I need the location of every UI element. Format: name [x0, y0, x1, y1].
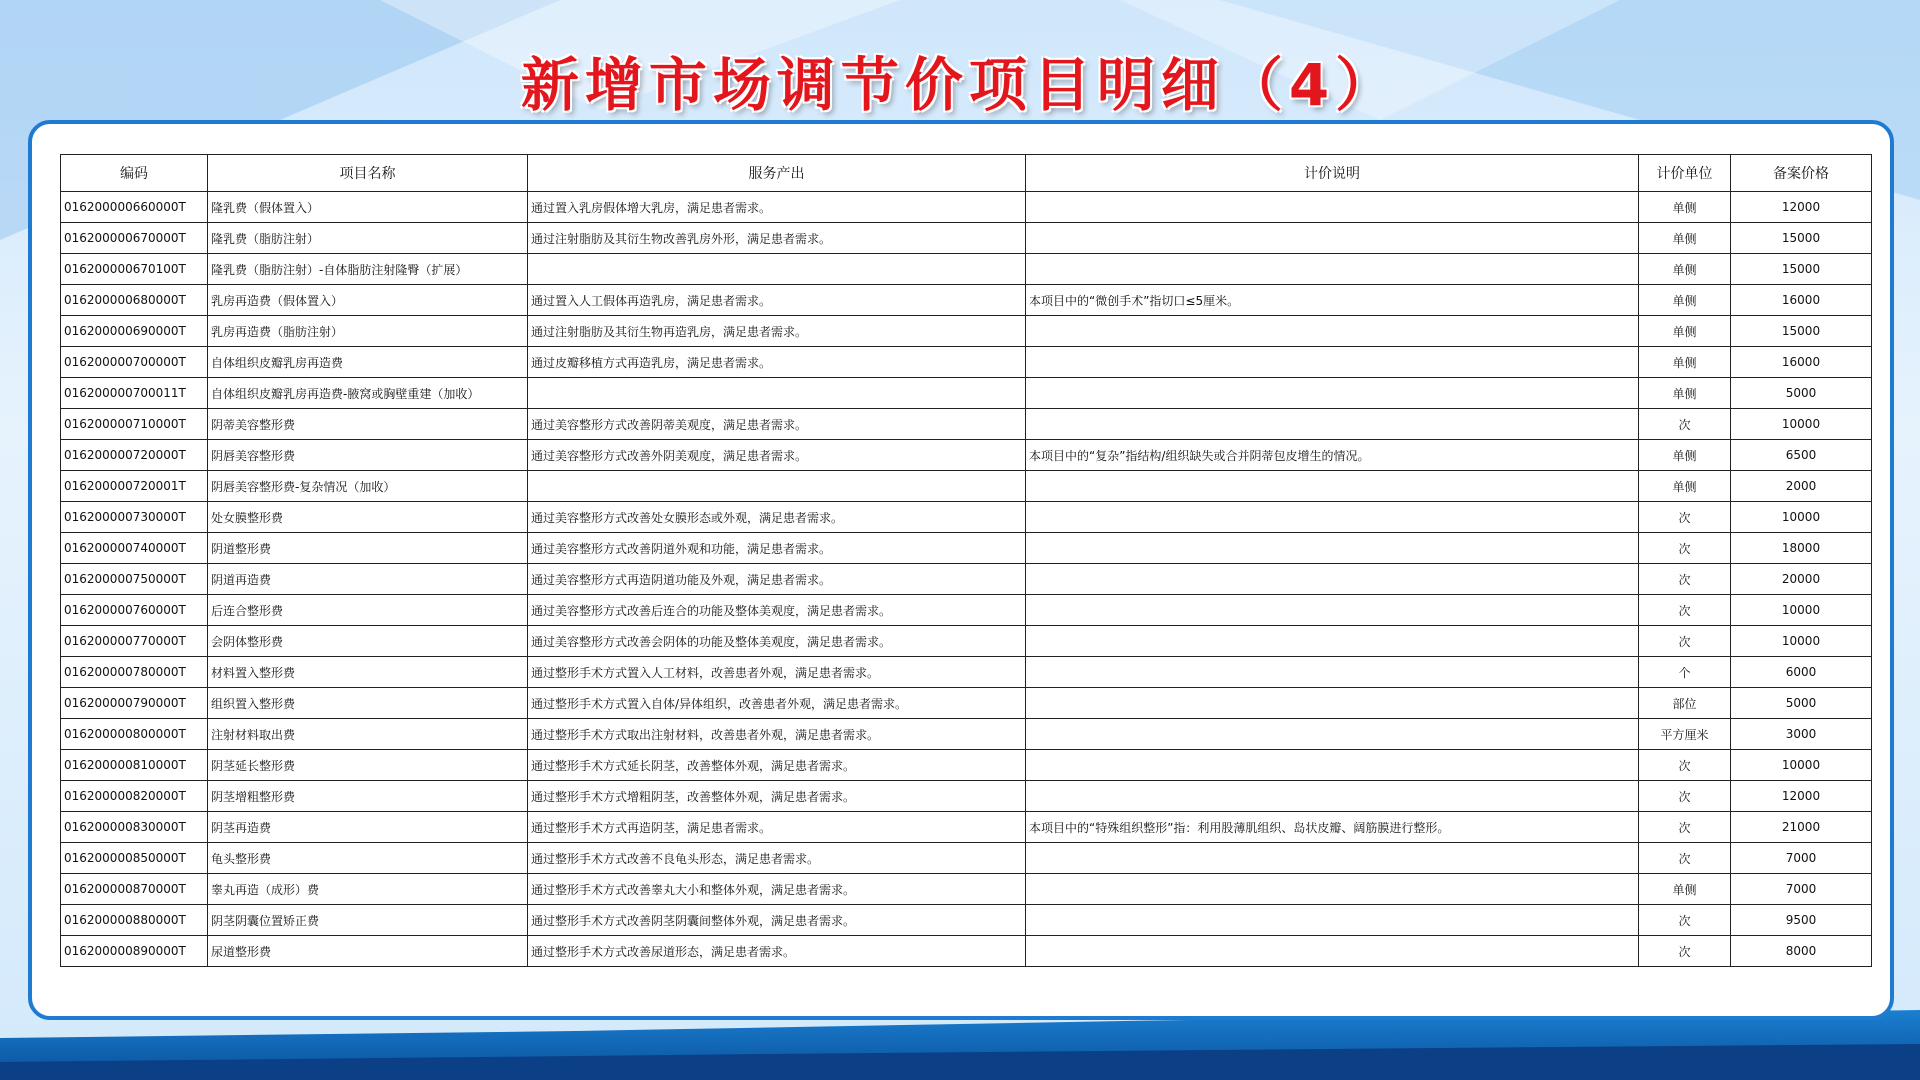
cell-pricing-note [1026, 657, 1639, 688]
cell-unit: 单侧 [1639, 192, 1731, 223]
table-row [61, 223, 1872, 254]
cell-pricing-note: 本项目中的“复杂”指结构/组织缺失或合并阴蒂包皮增生的情况。 [1026, 440, 1639, 471]
cell-pricing-note [1026, 874, 1639, 905]
cell-item-name: 乳房再造费（假体置入） [208, 285, 528, 316]
cell-unit: 单侧 [1639, 347, 1731, 378]
table-row [61, 905, 1872, 936]
table-row [61, 688, 1872, 719]
column-header-price: 备案价格 [1731, 155, 1872, 192]
cell-price: 20000 [1731, 564, 1872, 595]
cell-price: 6000 [1731, 657, 1872, 688]
table-row [61, 254, 1872, 285]
cell-price: 3000 [1731, 719, 1872, 750]
cell-unit: 次 [1639, 502, 1731, 533]
table-row [61, 192, 1872, 223]
cell-item-name: 后连合整形费 [208, 595, 528, 626]
table-row [61, 719, 1872, 750]
column-header-code: 编码 [61, 155, 208, 192]
cell-code: 016200000800000T [61, 719, 208, 750]
cell-unit: 单侧 [1639, 223, 1731, 254]
cell-pricing-note [1026, 347, 1639, 378]
table-row [61, 533, 1872, 564]
cell-code: 016200000700000T [61, 347, 208, 378]
cell-price: 16000 [1731, 347, 1872, 378]
cell-code: 016200000670000T [61, 223, 208, 254]
cell-item-name: 隆乳费（脂肪注射） [208, 223, 528, 254]
cell-code: 016200000670100T [61, 254, 208, 285]
cell-pricing-note [1026, 781, 1639, 812]
cell-pricing-note [1026, 316, 1639, 347]
cell-service-output: 通过美容整形方式改善后连合的功能及整体美观度，满足患者需求。 [528, 595, 1026, 626]
cell-service-output: 通过整形手术方式置入人工材料，改善患者外观，满足患者需求。 [528, 657, 1026, 688]
cell-unit: 次 [1639, 750, 1731, 781]
cell-unit: 部位 [1639, 688, 1731, 719]
cell-price: 16000 [1731, 285, 1872, 316]
cell-pricing-note [1026, 254, 1639, 285]
cell-unit: 次 [1639, 781, 1731, 812]
cell-pricing-note [1026, 595, 1639, 626]
cell-service-output: 通过整形手术方式改善睾丸大小和整体外观，满足患者需求。 [528, 874, 1026, 905]
cell-unit: 次 [1639, 843, 1731, 874]
table-row [61, 564, 1872, 595]
cell-item-name: 阴茎延长整形费 [208, 750, 528, 781]
cell-pricing-note [1026, 905, 1639, 936]
cell-pricing-note [1026, 533, 1639, 564]
cell-unit: 次 [1639, 564, 1731, 595]
cell-code: 016200000810000T [61, 750, 208, 781]
cell-item-name: 材料置入整形费 [208, 657, 528, 688]
cell-price: 10000 [1731, 409, 1872, 440]
cell-service-output: 通过整形手术方式改善阴茎阴囊间整体外观，满足患者需求。 [528, 905, 1026, 936]
cell-service-output: 通过置入乳房假体增大乳房，满足患者需求。 [528, 192, 1026, 223]
cell-pricing-note [1026, 936, 1639, 967]
table-row [61, 378, 1872, 409]
cell-service-output: 通过美容整形方式改善阴道外观和功能，满足患者需求。 [528, 533, 1026, 564]
cell-service-output: 通过整形手术方式延长阴茎，改善整体外观，满足患者需求。 [528, 750, 1026, 781]
table-row [61, 471, 1872, 502]
cell-pricing-note: 本项目中的“特殊组织整形”指：利用股薄肌组织、岛状皮瓣、阔筋膜进行整形。 [1026, 812, 1639, 843]
cell-price: 12000 [1731, 192, 1872, 223]
cell-unit: 单侧 [1639, 316, 1731, 347]
table-row [61, 750, 1872, 781]
cell-unit: 个 [1639, 657, 1731, 688]
cell-item-name: 尿道整形费 [208, 936, 528, 967]
cell-unit: 次 [1639, 905, 1731, 936]
cell-service-output: 通过皮瓣移植方式再造乳房，满足患者需求。 [528, 347, 1026, 378]
cell-price: 5000 [1731, 378, 1872, 409]
cell-code: 016200000780000T [61, 657, 208, 688]
cell-code: 016200000830000T [61, 812, 208, 843]
cell-price: 2000 [1731, 471, 1872, 502]
cell-pricing-note [1026, 378, 1639, 409]
cell-service-output: 通过整形手术方式改善不良龟头形态，满足患者需求。 [528, 843, 1026, 874]
cell-pricing-note [1026, 843, 1639, 874]
table-row [61, 347, 1872, 378]
cell-code: 016200000710000T [61, 409, 208, 440]
cell-unit: 单侧 [1639, 285, 1731, 316]
cell-pricing-note [1026, 719, 1639, 750]
cell-code: 016200000870000T [61, 874, 208, 905]
cell-price: 15000 [1731, 316, 1872, 347]
cell-service-output: 通过美容整形方式再造阴道功能及外观，满足患者需求。 [528, 564, 1026, 595]
cell-pricing-note [1026, 223, 1639, 254]
cell-pricing-note [1026, 502, 1639, 533]
table-row [61, 812, 1872, 843]
cell-item-name: 自体组织皮瓣乳房再造费-腋窝或胸壁重建（加收） [208, 378, 528, 409]
table-row [61, 440, 1872, 471]
cell-item-name: 阴道整形费 [208, 533, 528, 564]
cell-unit: 次 [1639, 626, 1731, 657]
cell-unit: 平方厘米 [1639, 719, 1731, 750]
cell-pricing-note [1026, 409, 1639, 440]
cell-service-output: 通过美容整形方式改善会阴体的功能及整体美观度，满足患者需求。 [528, 626, 1026, 657]
cell-service-output: 通过整形手术方式增粗阴茎，改善整体外观，满足患者需求。 [528, 781, 1026, 812]
cell-unit: 次 [1639, 595, 1731, 626]
page-title: 新增市场调节价项目明细（4） [520, 51, 1400, 119]
cell-unit: 单侧 [1639, 378, 1731, 409]
cell-unit: 单侧 [1639, 254, 1731, 285]
table-row [61, 316, 1872, 347]
cell-service-output: 通过整形手术方式取出注射材料，改善患者外观，满足患者需求。 [528, 719, 1026, 750]
cell-service-output [528, 378, 1026, 409]
cell-service-output [528, 254, 1026, 285]
column-header-item-name: 项目名称 [208, 155, 528, 192]
table-row [61, 595, 1872, 626]
table-panel [28, 120, 1894, 1020]
cell-item-name: 自体组织皮瓣乳房再造费 [208, 347, 528, 378]
cell-price: 21000 [1731, 812, 1872, 843]
table-row [61, 409, 1872, 440]
table-row [61, 843, 1872, 874]
cell-unit: 次 [1639, 936, 1731, 967]
cell-service-output: 通过注射脂肪及其衍生物改善乳房外形，满足患者需求。 [528, 223, 1026, 254]
cell-code: 016200000680000T [61, 285, 208, 316]
cell-unit: 次 [1639, 409, 1731, 440]
cell-unit: 单侧 [1639, 874, 1731, 905]
cell-code: 016200000760000T [61, 595, 208, 626]
cell-item-name: 注射材料取出费 [208, 719, 528, 750]
cell-price: 10000 [1731, 502, 1872, 533]
cell-item-name: 阴唇美容整形费 [208, 440, 528, 471]
cell-item-name: 龟头整形费 [208, 843, 528, 874]
cell-item-name: 阴茎阴囊位置矫正费 [208, 905, 528, 936]
cell-service-output: 通过整形手术方式再造阴茎，满足患者需求。 [528, 812, 1026, 843]
cell-item-name: 睾丸再造（成形）费 [208, 874, 528, 905]
table-row [61, 657, 1872, 688]
cell-code: 016200000820000T [61, 781, 208, 812]
cell-price: 7000 [1731, 874, 1872, 905]
cell-pricing-note [1026, 750, 1639, 781]
cell-code: 016200000720001T [61, 471, 208, 502]
cell-item-name: 隆乳费（假体置入） [208, 192, 528, 223]
cell-price: 6500 [1731, 440, 1872, 471]
pricing-table [60, 154, 1872, 967]
table-header-row [61, 155, 1872, 192]
cell-price: 15000 [1731, 254, 1872, 285]
table-row [61, 874, 1872, 905]
cell-price: 9500 [1731, 905, 1872, 936]
cell-price: 8000 [1731, 936, 1872, 967]
cell-unit: 单侧 [1639, 471, 1731, 502]
cell-code: 016200000740000T [61, 533, 208, 564]
cell-item-name: 阴茎增粗整形费 [208, 781, 528, 812]
cell-price: 12000 [1731, 781, 1872, 812]
cell-price: 10000 [1731, 750, 1872, 781]
column-header-service-output: 服务产出 [528, 155, 1026, 192]
cell-unit: 次 [1639, 812, 1731, 843]
cell-item-name: 阴蒂美容整形费 [208, 409, 528, 440]
column-header-unit: 计价单位 [1639, 155, 1731, 192]
cell-item-name: 隆乳费（脂肪注射）-自体脂肪注射隆臀（扩展） [208, 254, 528, 285]
cell-pricing-note: 本项目中的“微创手术”指切口≤5厘米。 [1026, 285, 1639, 316]
table-row [61, 285, 1872, 316]
cell-pricing-note [1026, 192, 1639, 223]
cell-code: 016200000770000T [61, 626, 208, 657]
cell-code: 016200000750000T [61, 564, 208, 595]
cell-price: 5000 [1731, 688, 1872, 719]
cell-code: 016200000850000T [61, 843, 208, 874]
cell-code: 016200000790000T [61, 688, 208, 719]
cell-code: 016200000890000T [61, 936, 208, 967]
cell-service-output: 通过美容整形方式改善外阴美观度，满足患者需求。 [528, 440, 1026, 471]
cell-item-name: 阴道再造费 [208, 564, 528, 595]
cell-pricing-note [1026, 564, 1639, 595]
cell-code: 016200000880000T [61, 905, 208, 936]
cell-pricing-note [1026, 471, 1639, 502]
cell-code: 016200000720000T [61, 440, 208, 471]
cell-price: 10000 [1731, 626, 1872, 657]
cell-service-output [528, 471, 1026, 502]
cell-price: 10000 [1731, 595, 1872, 626]
table-row [61, 936, 1872, 967]
table-body [61, 192, 1872, 967]
cell-pricing-note [1026, 688, 1639, 719]
cell-unit: 次 [1639, 533, 1731, 564]
cell-price: 18000 [1731, 533, 1872, 564]
cell-item-name: 组织置入整形费 [208, 688, 528, 719]
column-header-pricing-note: 计价说明 [1026, 155, 1639, 192]
cell-price: 7000 [1731, 843, 1872, 874]
table-row [61, 781, 1872, 812]
cell-item-name: 处女膜整形费 [208, 502, 528, 533]
cell-service-output: 通过注射脂肪及其衍生物再造乳房，满足患者需求。 [528, 316, 1026, 347]
table-row [61, 502, 1872, 533]
cell-service-output: 通过美容整形方式改善阴蒂美观度，满足患者需求。 [528, 409, 1026, 440]
cell-code: 016200000660000T [61, 192, 208, 223]
cell-item-name: 阴唇美容整形费-复杂情况（加收） [208, 471, 528, 502]
cell-service-output: 通过美容整形方式改善处女膜形态或外观，满足患者需求。 [528, 502, 1026, 533]
cell-unit: 单侧 [1639, 440, 1731, 471]
cell-code: 016200000690000T [61, 316, 208, 347]
cell-service-output: 通过整形手术方式置入自体/异体组织，改善患者外观，满足患者需求。 [528, 688, 1026, 719]
cell-price: 15000 [1731, 223, 1872, 254]
cell-service-output: 通过置入人工假体再造乳房，满足患者需求。 [528, 285, 1026, 316]
cell-code: 016200000700011T [61, 378, 208, 409]
cell-service-output: 通过整形手术方式改善尿道形态，满足患者需求。 [528, 936, 1026, 967]
table-row [61, 626, 1872, 657]
cell-item-name: 阴茎再造费 [208, 812, 528, 843]
cell-item-name: 会阴体整形费 [208, 626, 528, 657]
cell-code: 016200000730000T [61, 502, 208, 533]
cell-pricing-note [1026, 626, 1639, 657]
cell-item-name: 乳房再造费（脂肪注射） [208, 316, 528, 347]
